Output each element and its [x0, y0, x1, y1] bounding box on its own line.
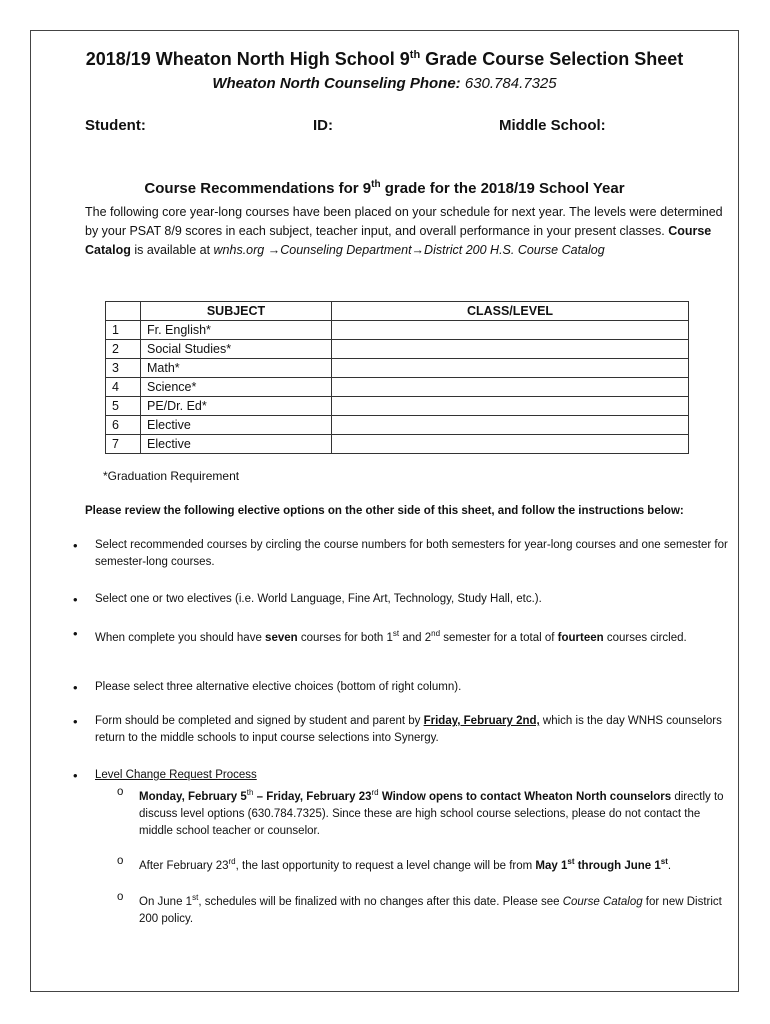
row-level-cell[interactable] [332, 416, 689, 435]
counseling-phone [31, 75, 738, 92]
table-row [106, 397, 689, 416]
table-row [106, 435, 689, 454]
header-number [106, 302, 141, 321]
row-number: 7 [106, 435, 141, 454]
graduation-note: *Graduation Requirement [103, 469, 240, 483]
table-header-row [106, 302, 689, 321]
bullet-icon: • [73, 538, 78, 553]
bullet-icon: • [73, 768, 78, 783]
sub-bullet-icon: o [117, 786, 124, 798]
row-number: 6 [106, 416, 141, 435]
list-item: • Please select three alternative elective choices (bottom of right column). [73, 680, 462, 695]
sub-list-item: o On June 1st, schedules will be finalized with no changes after this date. Please see Course Catalog for new District 200 policy. [117, 891, 722, 925]
table-row [106, 321, 689, 340]
id-field-label: ID: [313, 117, 333, 134]
course-selection-sheet [30, 30, 739, 992]
row-level-cell[interactable] [332, 378, 689, 397]
header-class-level: CLASS/LEVEL [332, 302, 689, 321]
row-level-cell[interactable] [332, 397, 689, 416]
row-subject: Fr. English* [141, 321, 332, 340]
middle-school-field-label: Middle School: [499, 117, 606, 134]
table-row [106, 416, 689, 435]
row-number: 4 [106, 378, 141, 397]
sub-list-item: o After February 23rd, the last opportunity to request a level change will be from May 1st through June 1st. [117, 855, 672, 872]
row-subject: Elective [141, 416, 332, 435]
list-item: • When complete you should have seven courses for both 1st and 2nd semester for a total of fourteen courses circled. [73, 626, 687, 644]
list-item: • Form should be completed and signed by student and parent by Friday, February 2nd, which is the day WNHS counselors return to the middle schools to input course selections into Synergy. [73, 714, 722, 744]
list-item: • Select recommended courses by circling the course numbers for both semesters for year-long courses and one semester for semester-long courses. [73, 538, 728, 568]
row-number: 1 [106, 321, 141, 340]
student-field-label: Student: [85, 117, 146, 134]
row-level-cell[interactable] [332, 340, 689, 359]
row-subject: Elective [141, 435, 332, 454]
row-subject: PE/Dr. Ed* [141, 397, 332, 416]
sub-bullet-icon: o [117, 891, 124, 903]
table-row [106, 359, 689, 378]
list-item [73, 767, 735, 784]
row-subject: Science* [141, 378, 332, 397]
sub-bullet-icon: o [117, 855, 124, 867]
table-row [106, 340, 689, 359]
recommendations-title: Course Recommendations for 9th grade for the 2018/19 School Year [144, 179, 625, 197]
row-subject: Math* [141, 359, 332, 378]
row-subject: Social Studies* [141, 340, 332, 359]
page-title: 2018/19 Wheaton North High School 9th Grade Course Selection Sheet [85, 49, 684, 69]
recommendations-intro: The following core year-long courses have been placed on your schedule for next year. The levels were determined by your PSAT 8/9 scores in each subject, teacher input, and overall performance in your present classes. Course Catalog is available at wnhs.org →Counseling Department→District 200 H.S. Course Catalog [85, 205, 723, 257]
bullet-icon: • [73, 680, 78, 695]
row-number: 2 [106, 340, 141, 359]
phone-label: Wheaton North Counseling Phone: [212, 75, 461, 92]
row-level-cell[interactable] [332, 359, 689, 378]
phone-number: 630.784.7325 [464, 75, 557, 92]
header-subject: SUBJECT [141, 302, 332, 321]
bullet-icon: • [73, 592, 78, 607]
row-level-cell[interactable] [332, 435, 689, 454]
bullet-icon: • [73, 714, 78, 729]
table-row [106, 378, 689, 397]
row-number: 5 [106, 397, 141, 416]
sub-list-item: o Monday, February 5th – Friday, February 23rd Window opens to contact Wheaton North counselors directly to discuss level options (630.784.7325). Since these are high school course selections, please do not contact the middle school teacher or counselor. [117, 786, 724, 837]
list-item: • Select one or two electives (i.e. World Language, Fine Art, Technology, Study Hall, etc.). [73, 592, 542, 607]
bullet-icon: • [73, 626, 78, 641]
level-change-heading: Level Change Request Process [95, 769, 257, 781]
review-instructions: Please review the following elective options on the other side of this sheet, and follow the instructions below: [85, 505, 684, 517]
course-table [105, 301, 689, 454]
row-level-cell[interactable] [332, 321, 689, 340]
row-number: 3 [106, 359, 141, 378]
